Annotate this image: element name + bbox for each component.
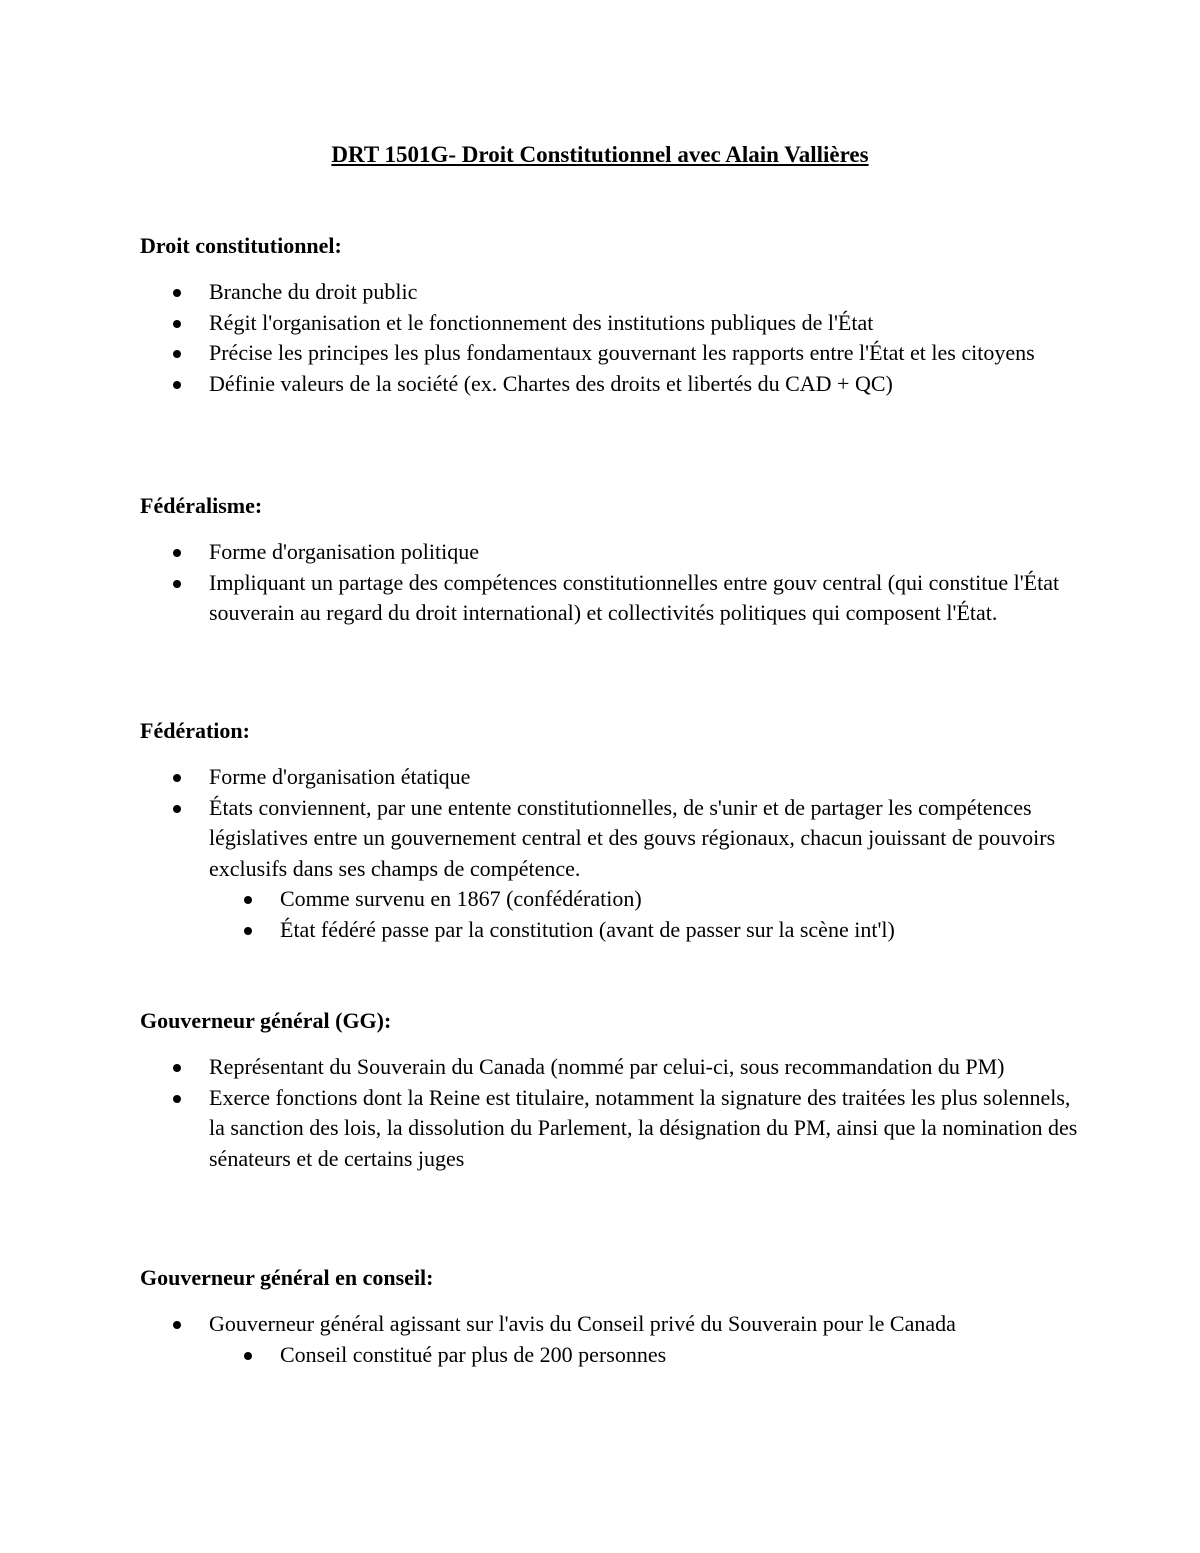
list-item xyxy=(209,338,1080,369)
sub-list-item-text: État fédéré passe par la constitution (avant de passer sur la scène int'l) xyxy=(280,916,895,942)
bullet-icon xyxy=(173,1095,181,1103)
bullet-list xyxy=(140,277,1080,399)
bullet-icon xyxy=(173,289,181,297)
list-item xyxy=(209,369,1080,400)
section-heading: Fédération: xyxy=(140,718,250,743)
list-item-text: Forme d'organisation politique xyxy=(209,539,479,564)
list-item xyxy=(209,762,1080,793)
bullet-list xyxy=(140,762,1080,945)
sub-bullet-list xyxy=(209,884,1080,945)
section-heading: Droit constitutionnel: xyxy=(140,233,342,258)
list-item-text: États conviennent, par une entente constitutionnelles, de s'unir et de partager les compétences législatives entre un gouvernement central et des gouvs régionaux, chacun jouissant de pouvoirs exclusifs dans ses champs de compétence. xyxy=(209,794,1056,881)
sub-list-item-text: Conseil constitué par plus de 200 personnes xyxy=(280,1341,667,1367)
sub-list-item xyxy=(280,1340,1080,1371)
section-federalisme xyxy=(140,491,1080,629)
list-item xyxy=(209,537,1080,568)
list-item-text: Représentant du Souverain du Canada (nommé par celui-ci, sous recommandation du PM) xyxy=(209,1054,1005,1079)
bullet-icon xyxy=(173,350,181,358)
list-item xyxy=(209,277,1080,308)
bullet-icon xyxy=(173,381,181,389)
bullet-icon xyxy=(244,927,252,935)
list-item xyxy=(209,1309,1080,1370)
bullet-list xyxy=(140,1052,1080,1174)
section-gouverneur-general xyxy=(140,1006,1080,1174)
list-item-text: Exerce fonctions dont la Reine est titulaire, notamment la signature des traitées les plus solennels, la sanction des lois, la dissolution du Parlement, la désignation du PM, ainsi que la nomination des sénateurs et de certains juges xyxy=(209,1084,1078,1171)
list-item-text: Impliquant un partage des compétences constitutionnelles entre gouv central (qui constitue l'État souverain au regard du droit international) et collectivités politiques qui composent l'État. xyxy=(209,569,1060,625)
list-item-text: Définie valeurs de la société (ex. Chartes des droits et libertés du CAD + QC) xyxy=(209,370,893,396)
section-heading: Fédéralisme: xyxy=(140,493,263,518)
sub-list-item xyxy=(280,884,1080,915)
bullet-icon xyxy=(173,580,181,588)
bullet-icon xyxy=(173,1321,181,1329)
section-heading: Gouverneur général en conseil: xyxy=(140,1265,434,1290)
list-item xyxy=(209,1052,1080,1083)
list-item xyxy=(209,793,1080,946)
sub-list-item-text: Comme survenu en 1867 (confédération) xyxy=(280,886,642,911)
list-item-text: Gouverneur général agissant sur l'avis du Conseil privé du Souverain pour le Canada xyxy=(209,1311,956,1336)
section-heading: Gouverneur général (GG): xyxy=(140,1008,392,1033)
section-gouverneur-general-en-conseil xyxy=(140,1263,1080,1370)
list-item xyxy=(209,568,1080,629)
bullet-icon xyxy=(173,805,181,813)
bullet-icon xyxy=(173,320,181,328)
section-droit-constitutionnel xyxy=(140,231,1080,399)
sub-bullet-list xyxy=(209,1340,1080,1371)
bullet-icon xyxy=(244,896,252,904)
section-federation xyxy=(140,716,1080,945)
bullet-icon xyxy=(173,549,181,557)
bullet-icon xyxy=(244,1352,252,1360)
bullet-list xyxy=(140,537,1080,629)
list-item-text: Précise les principes les plus fondamentaux gouvernant les rapports entre l'État et les citoyens xyxy=(209,340,1035,365)
bullet-icon xyxy=(173,774,181,782)
bullet-list xyxy=(140,1309,1080,1370)
document-title: DRT 1501G- Droit Constitutionnel avec Alain Vallières xyxy=(331,142,869,167)
list-item-text: Branche du droit public xyxy=(209,279,418,304)
list-item xyxy=(209,1083,1080,1175)
list-item-text: Forme d'organisation étatique xyxy=(209,764,471,789)
bullet-icon xyxy=(173,1064,181,1072)
sub-list-item xyxy=(280,915,1080,946)
list-item-text: Régit l'organisation et le fonctionnement des institutions publiques de l'État xyxy=(209,309,874,335)
list-item xyxy=(209,308,1080,339)
